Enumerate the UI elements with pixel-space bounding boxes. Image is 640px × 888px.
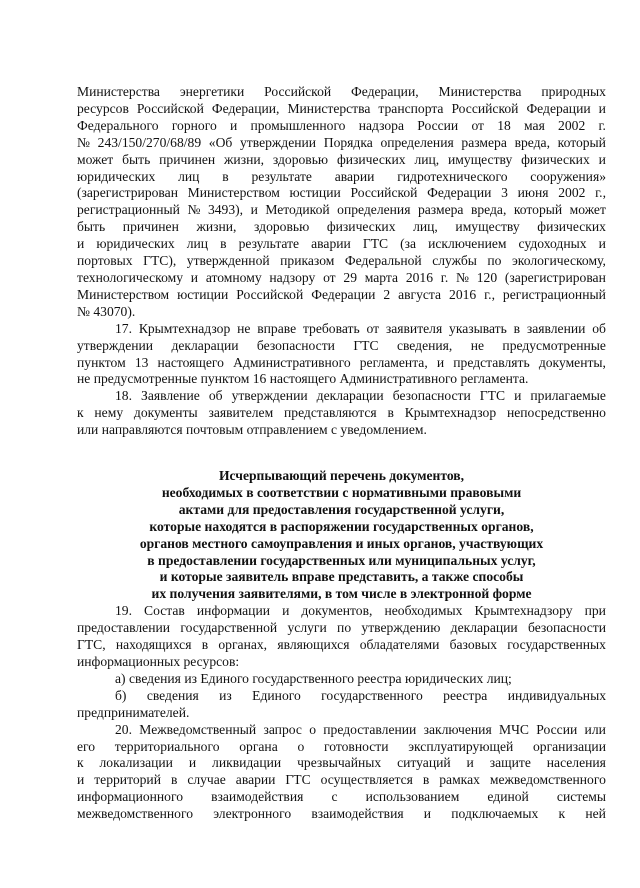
word: не [470, 337, 485, 353]
word: единой [487, 789, 529, 805]
word: быть [77, 219, 106, 235]
heading-line: их получения заявителями, в том числе в электронной форме [151, 586, 532, 602]
word: регистрационный [77, 202, 180, 218]
text-line [77, 355, 606, 372]
word: надзора [358, 117, 405, 133]
word: и [77, 772, 85, 788]
heading-line: необходимых в соответствии с нормативными правовыми [161, 484, 522, 500]
word: реестра [443, 687, 488, 703]
word: электронного [213, 806, 292, 822]
word: случае [187, 772, 226, 788]
paragraph-18 [77, 388, 606, 439]
text-line [77, 388, 606, 405]
word: технологическому [77, 269, 184, 285]
word: жизни, [224, 151, 265, 167]
text-line [77, 101, 606, 118]
word: и [466, 755, 474, 771]
word: здоровью [272, 151, 329, 167]
word: России [417, 117, 459, 133]
word: вреда, [470, 202, 507, 218]
word: непосредственно [506, 405, 606, 421]
word: Министерства [287, 100, 371, 116]
text-line [77, 620, 606, 637]
word: заявителя [385, 320, 443, 336]
word: сведения [146, 687, 199, 703]
word: (зарегистрирован [77, 185, 178, 201]
word: об [208, 388, 223, 404]
word: промышленного [250, 117, 346, 133]
heading-line: актами для предоставления государственной услуги, [178, 501, 505, 517]
text-line [77, 219, 606, 236]
line-text: а) сведения из Единого государственного реестра юридических лиц; [115, 670, 512, 686]
word: ГТС, [77, 637, 106, 653]
word: ситуаций [397, 755, 451, 771]
text-line [77, 338, 606, 355]
line-text: предпринимателей. [77, 704, 190, 720]
word: Федерации, [351, 84, 419, 99]
text-line [77, 287, 606, 304]
word: 2002 [558, 185, 586, 201]
line-text: не предусмотренные пунктом 16 настоящего Административного регламента. [77, 371, 529, 387]
word: прилагаемые [530, 388, 606, 404]
heading-line: и которые заявитель вправе представить, а также способы [159, 569, 524, 585]
text-line [77, 688, 606, 705]
word: представлять [453, 354, 530, 370]
word: государственного [321, 687, 423, 703]
word: 17. [115, 320, 132, 336]
paragraph-19-item-b [77, 688, 606, 722]
word: в [222, 168, 229, 184]
word: с [331, 789, 338, 805]
word: Федерации [311, 286, 376, 302]
word: территориального [114, 738, 220, 754]
word: ликвидации [212, 755, 282, 771]
word: документы, [538, 354, 606, 370]
word: (за [400, 236, 417, 252]
word: имуществу [448, 151, 513, 167]
word: № [187, 202, 201, 218]
word: информационного [77, 789, 184, 805]
word: и [436, 354, 445, 370]
text-line [77, 422, 606, 439]
word: ГТС [353, 337, 379, 353]
word: 3493), [207, 202, 244, 218]
word: в [220, 236, 227, 252]
word: определения [337, 202, 411, 218]
word: физических [521, 151, 590, 167]
word: причинен [159, 151, 216, 167]
word: ресурсов [77, 100, 129, 116]
word: лиц [178, 168, 200, 184]
word: размера [417, 202, 464, 218]
word: локализации [99, 755, 173, 771]
word: рамках [439, 772, 480, 788]
word: требовать [302, 320, 360, 336]
word: 13 [134, 354, 149, 370]
word: здоровью [254, 219, 310, 235]
word: 18 [497, 117, 511, 133]
word: атомному [205, 269, 262, 285]
word: системы [556, 789, 606, 805]
text-line [77, 705, 606, 722]
document-page [77, 84, 606, 823]
word: эксплуатирующей [408, 738, 514, 754]
word: Федеральной [344, 253, 422, 269]
text-line [77, 304, 606, 321]
word: и [188, 755, 197, 771]
word: результате [238, 236, 300, 252]
word: предусмотренные [502, 337, 606, 353]
word: транспорта [378, 100, 444, 116]
text-line [77, 371, 606, 388]
word: который [557, 134, 606, 150]
word: государственной [180, 620, 278, 636]
word: в [170, 772, 178, 788]
word: находящихся [115, 637, 192, 653]
word: об [592, 320, 606, 336]
word: и [229, 117, 238, 133]
word: сведения, [396, 337, 453, 353]
word: и [423, 806, 432, 822]
word: к [558, 806, 566, 822]
word: юстиции [177, 286, 229, 302]
word: лиц, [414, 151, 440, 167]
word: судоходных [518, 236, 587, 252]
word: предоставлении [323, 721, 417, 737]
word: заключения [423, 721, 492, 737]
word: надзору [269, 269, 316, 285]
text-line [77, 152, 606, 169]
word: пунктом [77, 354, 126, 370]
word: ГТС), [143, 253, 177, 269]
word: осуществляется [320, 772, 413, 788]
word: услуги [287, 620, 327, 636]
word: его [77, 738, 96, 754]
word: имуществу [455, 219, 520, 235]
word: утверждению [361, 620, 441, 636]
word: защите [489, 755, 531, 771]
text-line [77, 185, 606, 202]
text-line [77, 772, 606, 789]
text-line [77, 755, 606, 772]
word: г. [440, 269, 449, 285]
word: к [77, 755, 84, 771]
word: Российской [451, 100, 519, 116]
paragraph-continuation [77, 84, 606, 321]
word: подключаемых [451, 806, 539, 822]
word: и [190, 269, 199, 285]
word: к [77, 405, 84, 421]
word: 18. [115, 388, 132, 404]
word: России [536, 721, 578, 737]
heading-line: органов местного самоуправления и иных органов, участвующих [139, 535, 544, 551]
word: о [297, 738, 305, 754]
text-line [77, 118, 606, 135]
word: г., [484, 286, 495, 302]
word: Крымтехнадзор [404, 405, 497, 421]
word: запрос [263, 721, 302, 737]
heading-line: Исчерпывающий перечень документов, [218, 468, 465, 484]
word: МЧС [499, 721, 529, 737]
word: взаимодействия [211, 789, 304, 805]
word: утверждении [77, 337, 154, 353]
word: 3 [501, 185, 508, 201]
text-line [77, 270, 606, 287]
word: или [584, 721, 606, 737]
word: от [366, 320, 380, 336]
word: Федерации [526, 100, 591, 116]
word: в [513, 320, 521, 336]
text-line [77, 135, 606, 152]
word: исключением [428, 236, 507, 252]
word: и [77, 236, 85, 252]
word: № [456, 269, 469, 285]
word: ГТС [479, 388, 506, 404]
word: межведомственного [77, 806, 194, 822]
word: межведомственного [489, 772, 606, 788]
word: марта [364, 269, 399, 285]
word: который [513, 202, 563, 218]
word: 120 [476, 269, 498, 285]
word: органах, [218, 637, 268, 653]
word: аварии [334, 168, 375, 184]
word: Российской [236, 286, 304, 302]
text-line [77, 637, 606, 654]
word: и [598, 236, 606, 252]
word: предоставлении [77, 620, 171, 636]
word: по [337, 620, 352, 636]
word: может [569, 202, 606, 218]
word: июня [517, 185, 549, 201]
word: и [598, 100, 606, 116]
word: физических [326, 219, 396, 235]
word: обладателями [359, 637, 440, 653]
word: 2 [383, 286, 391, 302]
word: 2002 [558, 117, 586, 133]
word: мая [524, 117, 545, 133]
word: лиц [186, 236, 209, 252]
word: при [584, 603, 606, 619]
text-line [77, 789, 606, 806]
word: в [387, 405, 394, 421]
section-heading [77, 468, 606, 603]
word: природных [541, 84, 606, 99]
word: 20. [115, 721, 132, 737]
word: чрезвычайных [297, 755, 382, 771]
word: приказом [280, 253, 335, 269]
word: Федерального [77, 117, 159, 133]
word: в [201, 637, 209, 653]
word: в [422, 772, 430, 788]
word: ГТС [285, 772, 311, 788]
word: документов, [301, 603, 373, 619]
word: определения [380, 134, 454, 150]
word: органа [239, 738, 278, 754]
word: горного [171, 117, 217, 133]
text-line [77, 321, 606, 338]
word: населения [546, 755, 606, 771]
word: являющихся [277, 637, 350, 653]
paragraph-19 [77, 603, 606, 671]
word: аварии [235, 772, 276, 788]
text-line [77, 405, 606, 422]
word: Единого [252, 687, 301, 703]
word: ГТС [362, 236, 389, 252]
word: 2016 [449, 286, 477, 302]
line-text: информационных ресурсов: [77, 654, 240, 669]
text-line [77, 603, 606, 620]
paragraph-17 [77, 321, 606, 389]
word: от [471, 117, 484, 133]
text-line [77, 806, 606, 823]
word: представляются [284, 405, 377, 421]
word: и [598, 151, 606, 167]
word: Состав [144, 603, 185, 619]
word: быть [122, 151, 151, 167]
word: (зарегистрирован [504, 269, 606, 285]
word: 2016 [405, 269, 434, 285]
word: документы [133, 405, 198, 421]
word: «Об [208, 134, 233, 150]
line-text: № 43070). [77, 303, 136, 319]
word: г. [598, 117, 606, 133]
word: результате [251, 168, 312, 184]
word: Министерством [187, 185, 280, 201]
text-line [77, 253, 606, 270]
word: и [250, 202, 258, 218]
text-line [77, 671, 606, 688]
word: 19. [115, 603, 132, 619]
word: Крымтехнадзору [474, 603, 573, 619]
word: физических [537, 219, 606, 235]
text-line [77, 84, 606, 101]
word: Министерства [438, 84, 522, 99]
word: вправе [257, 320, 297, 336]
word: и [282, 603, 290, 619]
word: не [237, 320, 251, 336]
word: размера [461, 134, 507, 150]
word: аварии [311, 236, 351, 252]
word: гидротехнического [397, 168, 508, 184]
word: Крымтехнадзор [138, 320, 231, 336]
word: 243/150/270/68/89 [97, 134, 202, 150]
word: Заявление [141, 388, 200, 404]
word: декларации [316, 388, 384, 404]
text-line [77, 202, 606, 219]
word: 29 [343, 269, 357, 285]
word: жизни, [196, 219, 237, 235]
word: юридических [96, 236, 175, 252]
word: Административного [233, 354, 351, 370]
word: № [77, 134, 90, 150]
word: безопасности [256, 337, 335, 353]
word: Министерством [77, 286, 170, 302]
word: может [77, 151, 114, 167]
word: Российской [350, 185, 418, 201]
word: декларации [450, 620, 518, 636]
word: Российской [264, 84, 332, 99]
word: Российской [136, 100, 204, 116]
word: по [487, 253, 502, 269]
word: г., [595, 185, 606, 201]
word: утвержденной [186, 253, 270, 269]
word: готовности [323, 738, 389, 754]
word: территорий [94, 772, 161, 788]
word: регистрационный [502, 286, 606, 302]
word: Порядка [323, 134, 373, 150]
word: б) [115, 687, 127, 703]
word: вреда, [514, 134, 550, 150]
text-line [77, 169, 606, 186]
word: указывать [449, 320, 507, 336]
word: организации [532, 738, 606, 754]
word: Министерства [77, 84, 160, 99]
word: причинен [122, 219, 179, 235]
paragraph-20 [77, 722, 606, 823]
word: ней [585, 806, 606, 822]
word: заявлении [526, 320, 586, 336]
word: сооружения» [530, 168, 606, 184]
word: Федерации, [211, 100, 280, 116]
heading-line: которые находятся в распоряжении государственных органов, [149, 518, 534, 534]
word: портовых [77, 253, 133, 269]
word: от [323, 269, 336, 285]
word: августа [398, 286, 442, 302]
word: нему [94, 405, 124, 421]
word: из [219, 687, 232, 703]
text-line [77, 236, 606, 253]
word: использованием [365, 789, 460, 805]
word: о [309, 721, 316, 737]
word: энергетики [179, 84, 245, 99]
line-text: или направляются почтовым отправлением с уведомлением. [77, 422, 427, 438]
heading-line: в предоставлении государственных или муниципальных услуг, [147, 552, 536, 568]
word: безопасности [392, 388, 471, 404]
word: декларации [171, 337, 239, 353]
word: Федерации [427, 185, 492, 201]
word: Межведомственный [139, 721, 257, 737]
word: службы [432, 253, 477, 269]
word: необходимых [384, 603, 463, 619]
word: экологическому, [511, 253, 606, 269]
text-line [77, 722, 606, 739]
word: государственных [507, 637, 606, 653]
word: безопасности [527, 620, 606, 636]
word: юстиции [289, 185, 341, 201]
text-line [77, 739, 606, 756]
word: взаимодействия [311, 806, 404, 822]
word: лиц, [413, 219, 438, 235]
word: физических [336, 151, 406, 167]
paragraph-19-item-a [77, 671, 606, 688]
word: индивидуальных [507, 687, 606, 703]
word: заявителем [208, 405, 274, 421]
word: и [514, 388, 522, 404]
word: Методикой [265, 202, 330, 218]
word: юридических [77, 168, 156, 184]
word: информации [196, 603, 271, 619]
word: настоящего [157, 354, 224, 370]
word: утверждении [240, 134, 317, 150]
word: регламента, [359, 354, 428, 370]
word: утверждении [231, 388, 308, 404]
text-line [77, 654, 606, 671]
word: базовых [449, 637, 497, 653]
